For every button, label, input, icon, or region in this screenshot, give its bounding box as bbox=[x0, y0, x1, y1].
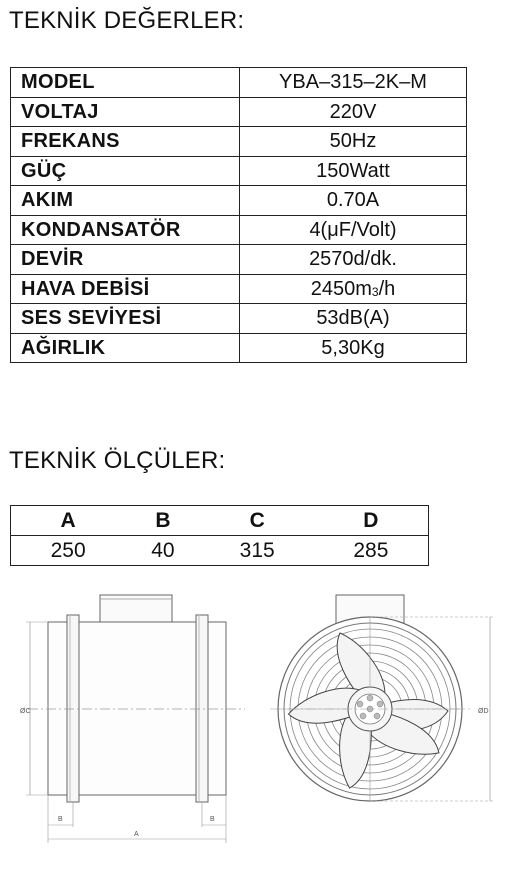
spec-row-weight bbox=[11, 333, 467, 363]
spec-row-capacitor bbox=[11, 215, 467, 245]
spec-key: AKIM bbox=[11, 186, 240, 216]
technical-values-heading: TEKNİK DEĞERLER: bbox=[9, 7, 245, 34]
dimension-value-d: 285 bbox=[314, 536, 429, 566]
fan-side-view bbox=[26, 595, 245, 843]
dimension-b-left-label: B bbox=[58, 816, 63, 823]
spec-value: 53dB(A) bbox=[240, 304, 467, 334]
dimension-header-d: D bbox=[314, 506, 429, 536]
flange-left bbox=[67, 615, 79, 802]
technical-values-table bbox=[10, 67, 467, 363]
spec-value: 50Hz bbox=[240, 127, 467, 157]
spec-key: MODEL bbox=[11, 68, 240, 98]
technical-dimensions-heading: TEKNİK ÖLÇÜLER: bbox=[9, 447, 226, 474]
spec-row-voltage bbox=[11, 97, 467, 127]
hub-hole bbox=[360, 713, 366, 719]
spec-row-model bbox=[11, 68, 467, 98]
diameter-c-label: ØC bbox=[20, 708, 31, 715]
spec-row-frequency bbox=[11, 127, 467, 157]
spec-value: 220V bbox=[240, 97, 467, 127]
spec-row-current bbox=[11, 186, 467, 216]
spec-value: YBA–315–2K–M bbox=[240, 68, 467, 98]
spec-key: AĞIRLIK bbox=[11, 333, 240, 363]
spec-value: 150Watt bbox=[240, 156, 467, 186]
dimension-header-a: A bbox=[11, 506, 126, 536]
spec-value: 4(μF/Volt) bbox=[240, 215, 467, 245]
spec-key: SES SEVİYESİ bbox=[11, 304, 240, 334]
spec-row-noise bbox=[11, 304, 467, 334]
airflow-unit-exponent: 3 bbox=[371, 284, 379, 299]
spec-value: 0.70A bbox=[240, 186, 467, 216]
fan-technical-drawing bbox=[0, 585, 507, 855]
dimension-header-c: C bbox=[201, 506, 314, 536]
spec-key: DEVİR bbox=[11, 245, 240, 275]
spec-value bbox=[240, 274, 467, 304]
spec-value: 5,30Kg bbox=[240, 333, 467, 363]
spec-row-power bbox=[11, 156, 467, 186]
dimension-b-right-label: B bbox=[210, 816, 215, 823]
hub-hole bbox=[367, 695, 373, 701]
flange-right bbox=[196, 615, 208, 802]
spec-key: FREKANS bbox=[11, 127, 240, 157]
airflow-value: 2450m bbox=[310, 277, 372, 300]
spec-key: VOLTAJ bbox=[11, 97, 240, 127]
spec-value: 2570d/dk. bbox=[240, 245, 467, 275]
technical-dimensions-table bbox=[10, 505, 429, 566]
dimension-value-a: 250 bbox=[11, 536, 126, 566]
dimension-a-label: A bbox=[134, 831, 139, 838]
dimension-value-b: 40 bbox=[125, 536, 200, 566]
hub-hole bbox=[357, 701, 363, 707]
spec-key: HAVA DEBİSİ bbox=[11, 274, 240, 304]
spec-row-speed bbox=[11, 245, 467, 275]
dimensions-header-row bbox=[11, 506, 429, 536]
spec-row-airflow bbox=[11, 274, 467, 304]
spec-key: KONDANSATÖR bbox=[11, 215, 240, 245]
diameter-d-label: ØD bbox=[478, 708, 489, 715]
spec-key: GÜÇ bbox=[11, 156, 240, 186]
fan-front-view bbox=[270, 595, 494, 801]
dimension-value-c: 315 bbox=[201, 536, 314, 566]
dimension-header-b: B bbox=[125, 506, 200, 536]
dimensions-value-row bbox=[11, 536, 429, 566]
airflow-unit-tail: /h bbox=[378, 277, 396, 300]
hub-hole bbox=[374, 713, 380, 719]
hub-hole bbox=[377, 701, 383, 707]
